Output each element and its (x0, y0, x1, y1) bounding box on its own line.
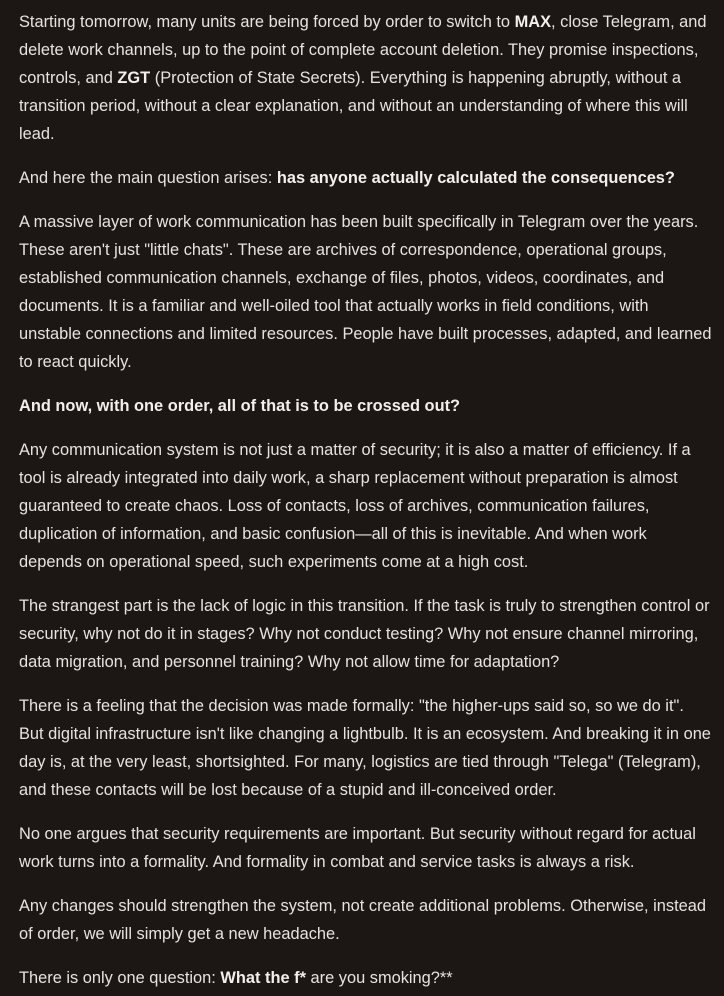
paragraph-text: And here the main question arises: (19, 169, 277, 187)
paragraph-text: are you smoking?** (305, 969, 453, 987)
highlight-max: MAX (514, 13, 552, 31)
paragraph-telegram-history: A massive layer of work communication has been built specifically in Telegram over the years. These aren't just "little chats". These are archives of correspondence, operational groups, established communication channels, exchange of files, photos, videos, coordinates, and documents. It is a familiar and well-oiled tool that actually works in field conditions, with unstable connections and limited resources. People have built processes, adapted, and learned to react quickly. (19, 213, 712, 371)
paragraph-security: No one argues that security requirements are important. But security without regard for actual work turns into a formality. And formality in combat and service tasks is always a risk. (19, 825, 696, 871)
paragraph-text: There is only one question: (19, 969, 221, 987)
paragraph-efficiency: Any communication system is not just a matter of security; it is also a matter of efficiency. If a tool is already integrated into daily work, a sharp replacement without preparation is almost guaranteed to create chaos. Loss of contacts, loss of archives, communication failures, duplication of information, and basic confusion—all of this is inevitable. And when work depends on operational speed, such experiments come at a high cost. (19, 441, 691, 571)
paragraph-text: Starting tomorrow, many units are being forced by order to switch to (19, 13, 515, 31)
paragraph-crossed-out (19, 392, 712, 420)
paragraph-text: (Protection of State Secrets). Everything is happening abruptly, without a transition period, without a clear explanation, and without an understanding of where this will lead. (19, 69, 688, 143)
highlight-consequences: has anyone actually calculated the consequences? (276, 169, 675, 187)
bold-question: And now, with one order, all of that is to be crossed out? (19, 397, 461, 415)
paragraph-question (19, 164, 712, 192)
paragraph-text: , close Telegram, and delete work channels, up to the point of complete account deletion. They promise inspections, controls, and (19, 13, 707, 87)
highlight-final: What the f* (220, 969, 306, 987)
paragraph-formal-decision: There is a feeling that the decision was made formally: "the higher-ups said so, so we do it". But digital infrastructure isn't like changing a lightbulb. It is an ecosystem. And breaking it in one day is, at the very least, shortsighted. For many, logistics are tied through "Telega" (Telegram), and these contacts will be lost because of a stupid and ill-conceived order. (19, 697, 711, 799)
highlight-zgt: ZGT (117, 69, 151, 87)
paragraph-logic: The strangest part is the lack of logic in this transition. If the task is truly to strengthen control or security, why not do it in stages? Why not conduct testing? Why not ensure channel mirroring, data migration, and personnel training? Why not allow time for adaptation? (19, 597, 710, 671)
paragraph-final-question (19, 964, 712, 992)
paragraph-changes: Any changes should strengthen the system, not create additional problems. Otherwise, instead of order, we will simply get a new headache. (19, 897, 706, 943)
paragraph-intro (19, 8, 712, 148)
